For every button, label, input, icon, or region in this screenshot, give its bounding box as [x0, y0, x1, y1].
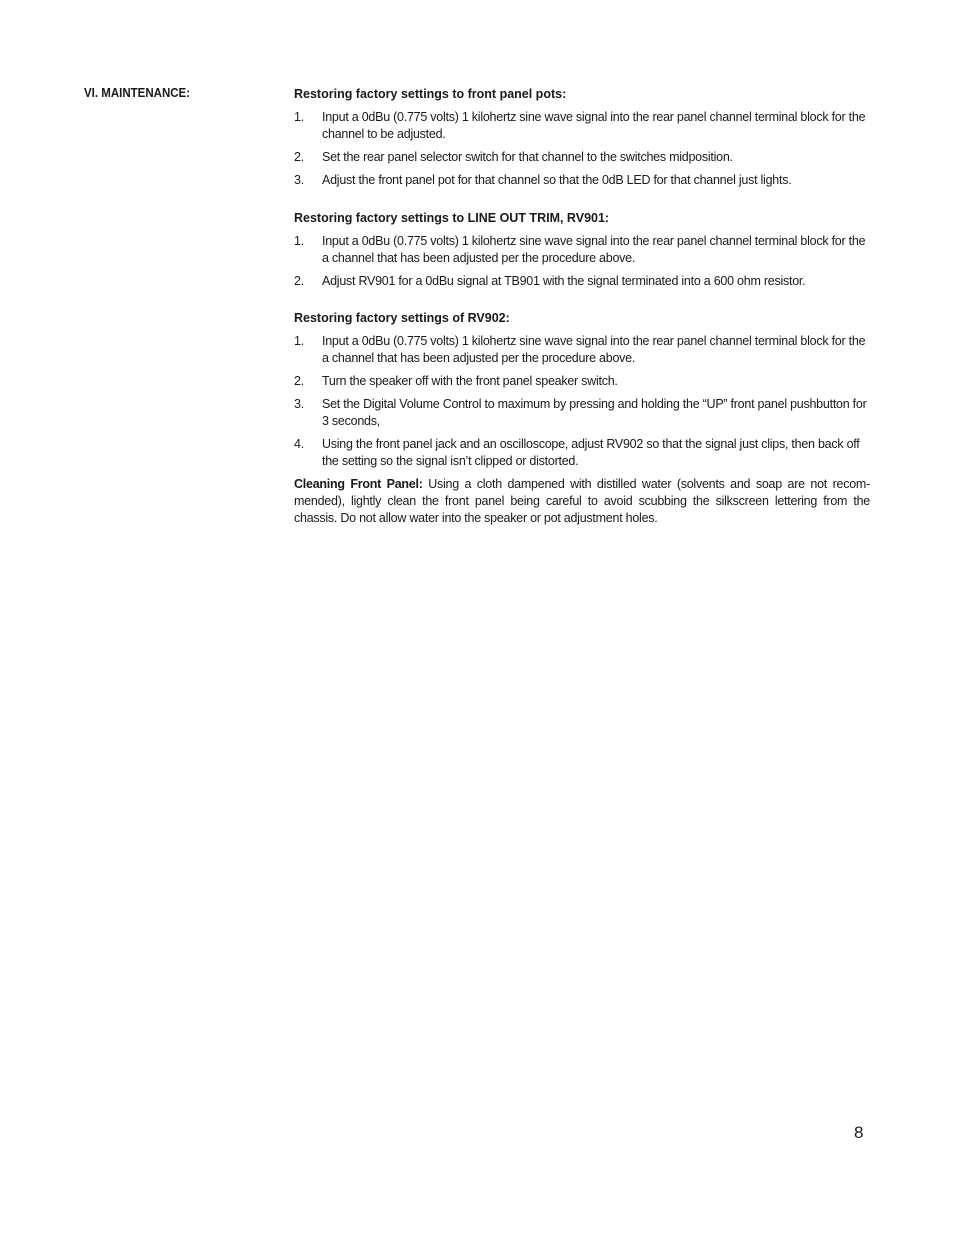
step-text: Input a 0dBu (0.775 volts) 1 kilohertz sine wave signal into the rear panel channel terminal block for the a channel that has been adjusted per the procedure above. [322, 234, 866, 265]
front-panel-pots-block [294, 86, 870, 189]
cleaning-paragraph [294, 476, 870, 527]
list-item [294, 172, 870, 189]
step-list [294, 233, 870, 290]
step-text: Input a 0dBu (0.775 volts) 1 kilohertz sine wave signal into the rear panel channel terminal block for the a channel that has been adjusted per the procedure above. [322, 334, 866, 365]
cleaning-lead: Cleaning Front Panel: [294, 477, 423, 491]
step-number: 3. [294, 397, 304, 411]
step-text: Set the rear panel selector switch for that channel to the switches midposition. [322, 150, 733, 164]
block-title: Restoring factory settings to LINE OUT TRIM, RV901: [294, 211, 610, 225]
list-item [294, 333, 870, 367]
list-item [294, 373, 870, 390]
step-number: 2. [294, 274, 304, 288]
step-number: 4. [294, 437, 304, 451]
list-item [294, 149, 870, 166]
page-number: 8 [854, 1123, 864, 1142]
list-item [294, 109, 870, 143]
maintenance-content [294, 86, 870, 527]
step-number: 1. [294, 334, 304, 348]
list-item [294, 273, 870, 290]
step-list [294, 333, 870, 470]
list-item [294, 396, 870, 430]
step-text: Input a 0dBu (0.775 volts) 1 kilohertz sine wave signal into the rear panel channel terminal block for the channel to be adjusted. [322, 110, 866, 141]
list-item [294, 233, 870, 267]
step-text: Using the front panel jack and an oscilloscope, adjust RV902 so that the signal just clips, then back off the setting so the signal isn’t clipped or distorted. [322, 437, 860, 468]
step-list [294, 109, 870, 189]
cleaning-text: Using a cloth dampened with distilled water (solvents and soap are not recom-mended), lightly clean the front panel being careful to avoid scubbing the silkscreen lettering from the chassis. Do not allow water into the speaker or pot adjustment holes. [294, 477, 870, 525]
list-item [294, 436, 870, 470]
step-number: 1. [294, 110, 304, 124]
rv902-block [294, 310, 870, 470]
step-text: Adjust the front panel pot for that channel so that the 0dB LED for that channel just lights. [322, 173, 792, 187]
step-text: Adjust RV901 for a 0dBu signal at TB901 with the signal terminated into a 600 ohm resistor. [322, 274, 806, 288]
step-number: 2. [294, 150, 304, 164]
step-number: 1. [294, 234, 304, 248]
step-number: 3. [294, 173, 304, 187]
block-title: Restoring factory settings of RV902: [294, 311, 510, 325]
step-text: Set the Digital Volume Control to maximum by pressing and holding the “UP” front panel pushbutton for 3 seconds, [322, 397, 867, 428]
line-out-trim-block [294, 210, 870, 290]
block-title: Restoring factory settings to front panel pots: [294, 87, 567, 101]
section-heading: VI. MAINTENANCE: [84, 86, 191, 100]
step-number: 2. [294, 374, 304, 388]
step-text: Turn the speaker off with the front panel speaker switch. [322, 374, 618, 388]
